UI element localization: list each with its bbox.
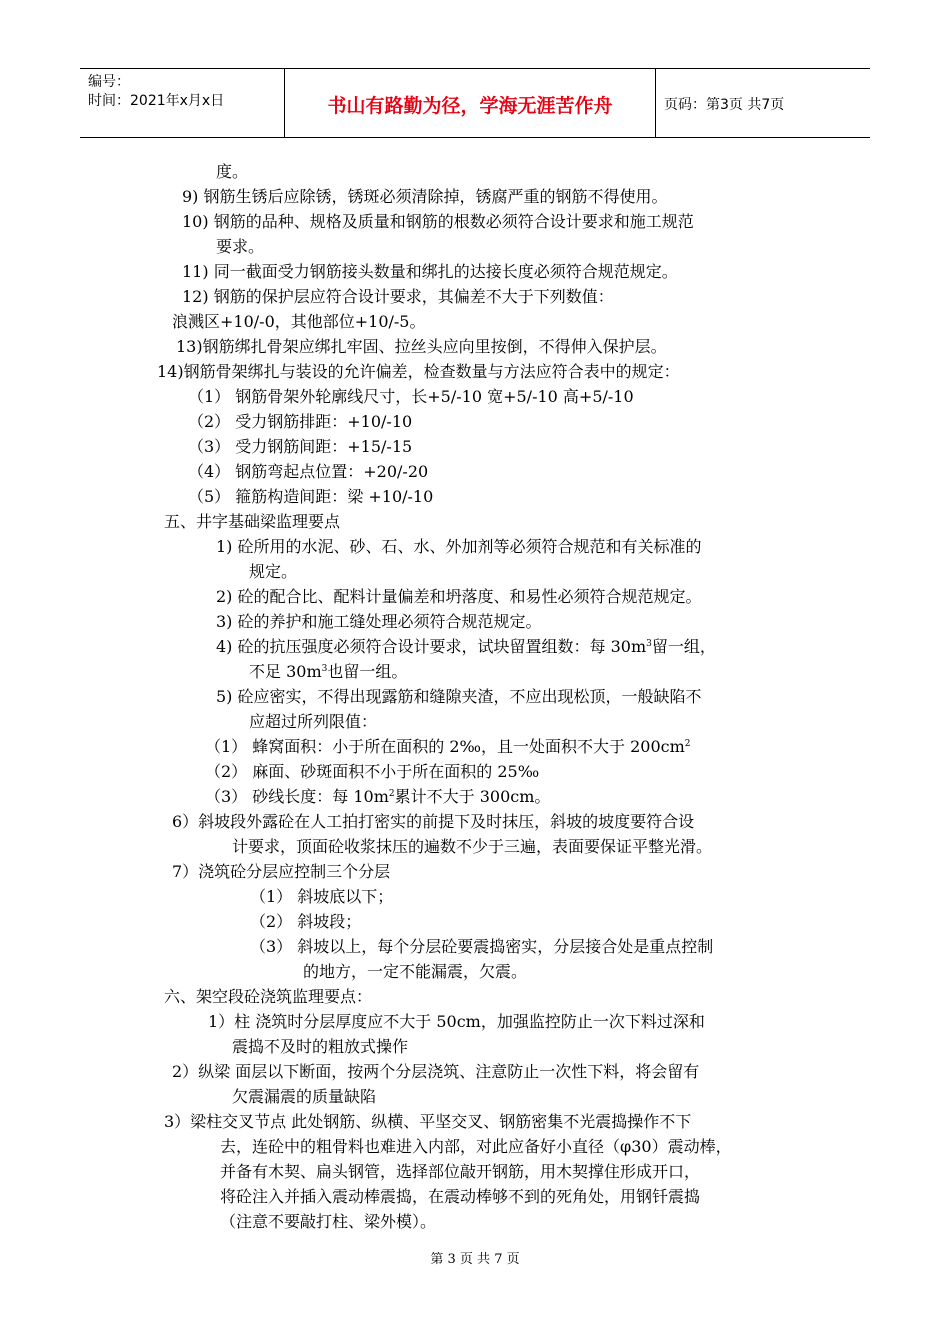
- header-divider: [655, 69, 656, 137]
- text-line: [205, 736, 691, 758]
- superscript: 3: [646, 639, 652, 649]
- text-line-content: 五、井字基础梁监理要点: [164, 512, 341, 531]
- text-line-content: 规定。: [249, 562, 298, 581]
- text-line: [164, 511, 340, 533]
- text-line: [216, 536, 702, 558]
- text-line-content: 9) 钢筋生锈后应除锈，锈斑必须清除掉，锈腐严重的钢筋不得使用。: [182, 187, 668, 206]
- text-line-content: 3) 砼的养护和施工缝处理必须符合规范规定。: [216, 612, 542, 631]
- text-line: [182, 286, 614, 308]
- text-line: [182, 211, 694, 233]
- header-motto: 书山有路勤为径，学海无涯苦作舟: [327, 95, 613, 117]
- text-line: [216, 636, 716, 658]
- text-line-content: 2) 砼的配合比、配料计量偏差和坍落度、和易性必须符合规范规定。: [216, 587, 702, 606]
- text-line-content: （1） 斜坡底以下；: [250, 887, 394, 906]
- text-line-content: 并备有木契、扁头钢管，选择部位敲开钢筋，用木契撑住形成开口，: [220, 1162, 701, 1181]
- text-line: [216, 611, 542, 633]
- text-line-continuation: 累计不大于 300cm。: [394, 787, 551, 806]
- text-line-content: 震捣不及时的粗放式操作: [232, 1037, 409, 1056]
- text-line: [188, 436, 412, 458]
- text-line: [232, 1036, 408, 1058]
- text-line-content: （5） 箍筋构造间距：梁 +10/-10: [188, 487, 434, 506]
- text-line-content: （4） 钢筋弯起点位置：+20/-20: [188, 462, 429, 481]
- text-line: [208, 1011, 705, 1033]
- text-line-content: 浪溅区+10/-0，其他部位+10/-5。: [172, 312, 426, 331]
- text-line-content: 不足 30m: [249, 662, 322, 681]
- text-line: [172, 811, 694, 833]
- text-line: [250, 886, 393, 908]
- text-line: [172, 311, 426, 333]
- text-line: [205, 786, 550, 808]
- text-line: [220, 1186, 700, 1208]
- text-line: [176, 336, 667, 358]
- text-line-content: 10) 钢筋的品种、规格及质量和钢筋的根数必须符合设计要求和施工规范: [182, 212, 694, 231]
- text-line: [249, 661, 407, 683]
- text-line-content: 要求。: [216, 237, 265, 256]
- page-footer: 第 3 页 共 7 页: [430, 1252, 520, 1267]
- text-line-content: 2）纵梁 面层以下断面，按两个分层浇筑、注意防止一次性下料，将会留有: [172, 1062, 700, 1081]
- text-line-content: （3） 斜坡以上，每个分层砼要震捣密实，分层接合处是重点控制: [250, 937, 714, 956]
- text-line: [182, 261, 678, 283]
- document-time-label: 时间：2021年x月x日: [88, 93, 225, 109]
- text-line: [216, 236, 264, 258]
- text-line: [188, 411, 412, 433]
- text-line-content: 六、架空段砼浇筑监理要点：: [164, 987, 373, 1006]
- text-line: [303, 961, 527, 983]
- text-line-content: 14)钢筋骨架绑扎与装设的允许偏差，检查数量与方法应符合表中的规定：: [157, 362, 680, 381]
- text-line-content: 将砼注入并插入震动棒震捣，在震动棒够不到的死角处，用钢钎震捣: [220, 1187, 701, 1206]
- text-line-continuation: 也留一组。: [327, 662, 408, 681]
- text-line: [232, 836, 712, 858]
- text-line-content: 7）浇筑砼分层应控制三个分层: [172, 862, 391, 881]
- text-line: [220, 1211, 436, 1233]
- text-line: [188, 461, 428, 483]
- text-line-content: （2） 麻面、砂斑面积不小于所在面积的 25‰: [205, 762, 540, 781]
- text-line: [164, 986, 372, 1008]
- text-line-content: 去，连砼中的粗骨料也难进入内部，对此应备好小直径（φ30）震动棒，: [220, 1137, 732, 1156]
- text-line-content: （3） 受力钢筋间距：+15/-15: [188, 437, 413, 456]
- text-line-continuation: 留一组，: [651, 637, 716, 656]
- document-number-label: 编号：: [88, 74, 130, 90]
- text-line-content: （2） 受力钢筋排距：+10/-10: [188, 412, 413, 431]
- text-line: [249, 561, 297, 583]
- text-line: [188, 386, 634, 408]
- text-line: [220, 1161, 700, 1183]
- text-line: [188, 486, 433, 508]
- superscript: 2: [684, 739, 691, 749]
- text-line-content: 13)钢筋绑扎骨架应绑扎牢固、拉丝头应向里按倒，不得伸入保护层。: [176, 337, 667, 356]
- text-line-content: 4) 砼的抗压强度必须符合设计要求，试块留置组数：每 30m: [216, 637, 647, 656]
- text-line-content: （注意不要敲打柱、梁外模）。: [220, 1212, 437, 1231]
- text-line-content: 1) 砼所用的水泥、砂、石、水、外加剂等必须符合规范和有关标准的: [216, 537, 702, 556]
- text-line-content: 11) 同一截面受力钢筋接头数量和绑扎的达接长度必须符合规范规定。: [182, 262, 678, 281]
- text-line: [182, 186, 668, 208]
- text-line: [216, 161, 248, 183]
- text-line-content: （1） 蜂窝面积：小于所在面积的 2‰，且一处面积不大于 200cm: [205, 737, 685, 756]
- text-line-content: 5) 砼应密实，不得出现露筋和缝隙夹渣，不应出现松顶，一般缺陷不: [216, 687, 702, 706]
- superscript: 3: [321, 664, 328, 674]
- text-line-content: 3）梁柱交叉节点 此处钢筋、纵横、平坚交叉、钢筋密集不光震捣操作不下: [164, 1112, 692, 1131]
- text-line: [220, 1136, 732, 1158]
- text-line: [250, 911, 361, 933]
- text-line: [172, 1061, 699, 1083]
- header-table: [80, 68, 870, 138]
- text-line: [157, 361, 680, 383]
- superscript: 2: [388, 789, 395, 799]
- text-line: [216, 686, 702, 708]
- text-line: [205, 761, 539, 783]
- text-line-content: 计要求，顶面砼收浆抹压的遍数不少于三遍，表面要保证平整光滑。: [232, 837, 713, 856]
- text-line-content: 1）柱 浇筑时分层厚度应不大于 50cm，加强监控防止一次下料过深和: [208, 1012, 705, 1031]
- text-line: [164, 1111, 691, 1133]
- text-line: [216, 586, 702, 608]
- text-line-content: （1） 钢筋骨架外轮廓线尺寸，长+5/-10 宽+5/-10 高+5/-10: [188, 387, 634, 406]
- text-line-content: 12) 钢筋的保护层应符合设计要求，其偏差不大于下列数值：: [182, 287, 614, 306]
- text-line-content: （2） 斜坡段；: [250, 912, 362, 931]
- text-line-content: 应超过所列限值：: [249, 712, 378, 731]
- text-line-content: 6）斜坡段外露砼在人工拍打密实的前提下及时抹压，斜坡的坡度要符合设: [172, 812, 695, 831]
- text-line-content: 的地方，一定不能漏震，欠震。: [303, 962, 528, 981]
- text-line: [250, 936, 713, 958]
- text-line: [172, 861, 390, 883]
- text-line-content: 度。: [216, 162, 249, 181]
- text-line: [232, 1086, 376, 1108]
- text-line: [249, 711, 377, 733]
- header-meta: [88, 73, 224, 111]
- header-page-number: 页码：第3页 共7页: [664, 97, 785, 113]
- text-line-content: 欠震漏震的质量缺陷: [232, 1087, 377, 1106]
- text-line-content: （3） 砂线长度：每 10m: [205, 787, 389, 806]
